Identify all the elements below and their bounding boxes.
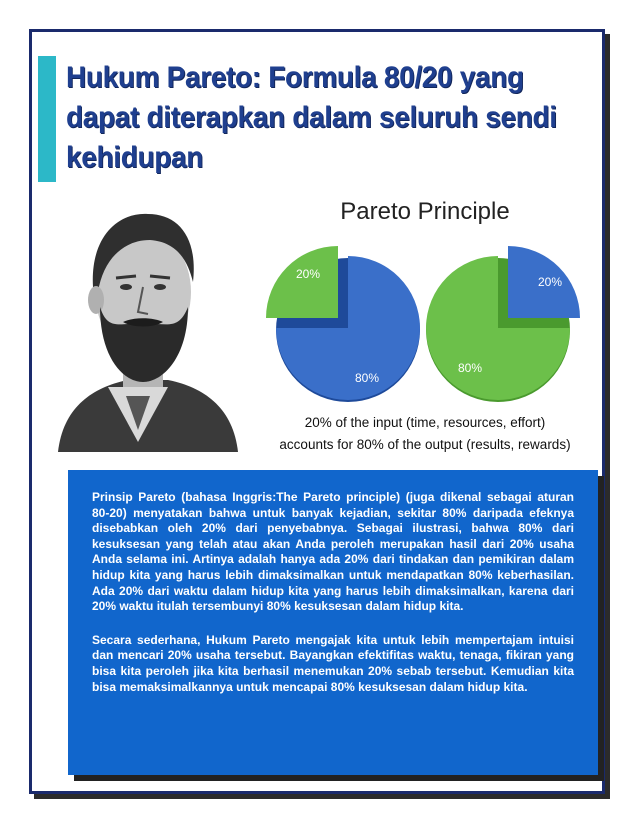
left-pie [266, 246, 420, 402]
paragraph-1: Prinsip Pareto (bahasa Inggris:The Pareto principle) (juga dikenal sebagai aturan 80-20) menyatakan bahwa untuk banyak kejadian, sekitar 80% daripada efeknya disebabkan oleh 20% dari penyebabnya. Sebagai ilustrasi, bahwa 80% dari kesuksesan yang telah atau akan Anda peroleh merupakan hasil dari 20% usaha Anda selama ini. Artinya adalah hanya ada 20% dari tindakan dan pemikiran dalam hidup kita yang harus lebih dimaksimalkan untuk mendapatkan 80% keberhasilan. Ada 20% dari waktu dalam hidup kita yang harus lebih dimaksimalkan, karena dari 20% waktu itulah tersembunyi 80% kesuksesan dalam hidup kita. [92, 490, 574, 614]
pareto-heading: Pareto Principle [340, 198, 510, 225]
left-pie-small-label: 20% [296, 267, 321, 281]
description-box [68, 470, 598, 775]
page-title: Hukum Pareto: Formula 80/20 yang dapat diterapkan dalam seluruh sendi kehidupan [66, 61, 557, 174]
paragraph-2: Secara sederhana, Hukum Pareto mengajak kita untuk lebih mempertajam intuisi dan mencari 20% usaha tersebut. Bayangkan efektifitas waktu, tenaga, fikiran yang bisa kita peroleh jika kita berhasil menemukan 20% sebab tersebut. Kemudian kita bisa memaksimalkannya untuk mencapai 80% kesuksesan dalam hidup kita. [92, 632, 574, 694]
title-accent-bar [38, 56, 56, 182]
pareto-caption-line2: accounts for 80% of the output (results, rewards) [279, 437, 571, 452]
right-pie-large-label: 80% [458, 361, 483, 375]
right-pie-small-label: 20% [538, 275, 563, 289]
left-pie-small-slice [266, 246, 338, 318]
pareto-pies [250, 230, 600, 410]
right-pie [426, 246, 580, 402]
portrait-image [38, 182, 243, 460]
left-pie-large-label: 80% [355, 371, 380, 385]
pareto-caption [250, 412, 600, 456]
pareto-figure [250, 190, 600, 465]
pareto-caption-line1: 20% of the input (time, resources, effort) [304, 415, 546, 430]
